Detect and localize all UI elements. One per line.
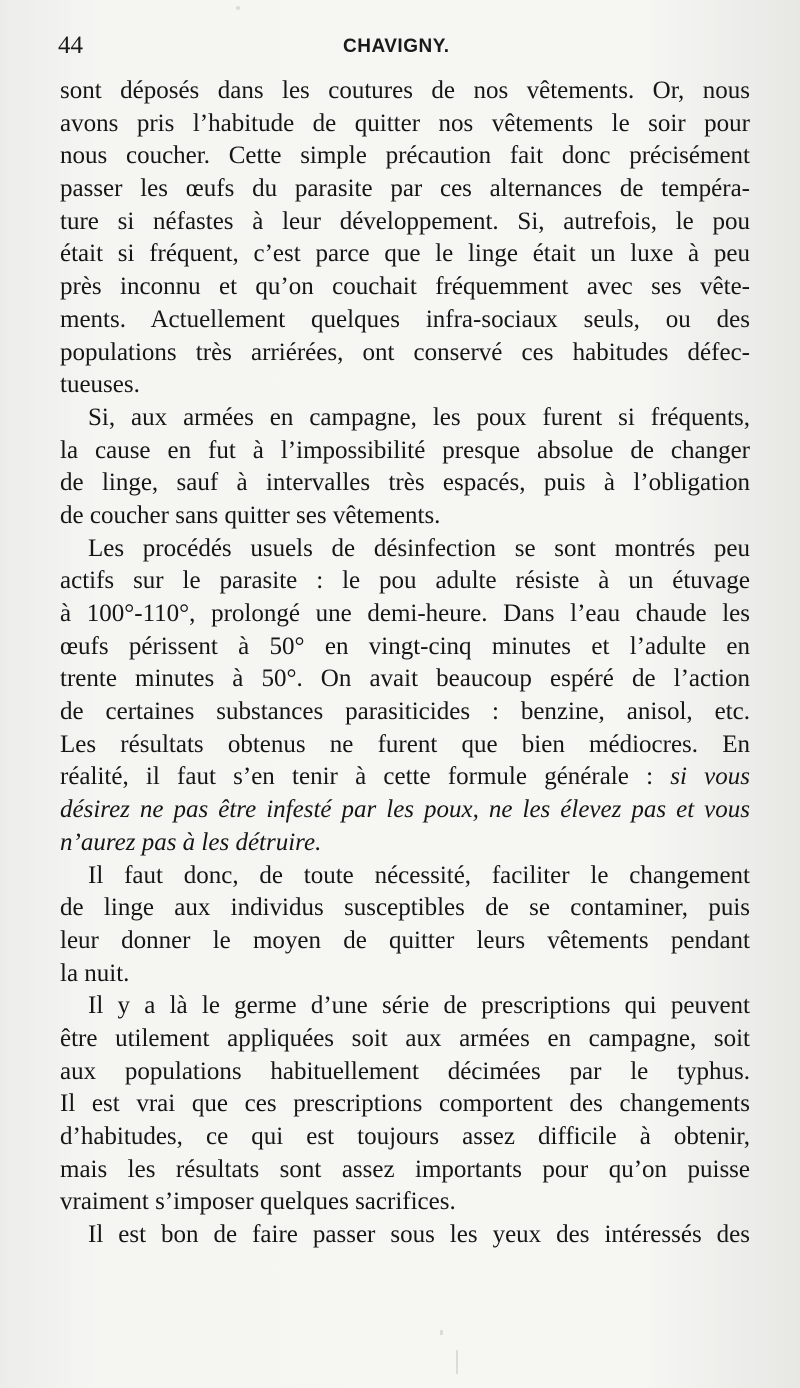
text-line xyxy=(60,500,750,533)
scan-speck xyxy=(236,6,240,10)
body-text xyxy=(60,75,750,1252)
text-line xyxy=(60,1186,750,1219)
text-line-content: était si fréquent, c’est parce que le linge était un luxe à peu xyxy=(60,240,750,268)
text-line-content: la cause en fut à l’impossibilité presque absolue de changer xyxy=(60,436,750,464)
text-line xyxy=(60,598,750,631)
text-line-content: Il y a là le germe d’une série de prescriptions qui peuvent xyxy=(88,992,750,1020)
text-line xyxy=(60,1023,750,1056)
text-line-content: vraiment s’imposer quelques sacrifices. xyxy=(60,1188,456,1216)
text-line xyxy=(60,108,750,141)
running-head: CHAVIGNY. xyxy=(343,36,450,57)
text-line xyxy=(60,1219,750,1252)
italic-text: si vous xyxy=(670,763,750,791)
text-line-content: la nuit. xyxy=(60,959,130,987)
text-line-content: ture si néfastes à leur développement. Si, autrefois, le pou xyxy=(60,207,750,235)
text-line-content: actifs sur le parasite : le pou adulte résiste à un étuvage xyxy=(60,567,750,595)
text-line xyxy=(60,860,750,893)
text-line xyxy=(60,990,750,1023)
text-line-content: de coucher sans quitter ses vêtements. xyxy=(60,501,441,529)
text-line xyxy=(60,1056,750,1089)
text-line-content: de linge, sauf à intervalles très espacés, puis à l’obligation xyxy=(60,469,750,497)
text-line xyxy=(60,565,750,598)
text-line-content: avons pris l’habitude de quitter nos vêtements le soir pour xyxy=(60,109,750,137)
text-line-content: populations très arriérées, ont conservé ces habitudes défec- xyxy=(60,338,750,366)
text-line xyxy=(60,729,750,762)
text-line xyxy=(60,75,750,108)
text-line xyxy=(60,696,750,729)
text-line xyxy=(60,402,750,435)
text-line-content: Il est bon de faire passer sous les yeux des intéressés des xyxy=(88,1221,750,1249)
italic-text: désirez ne pas être infesté par les poux, ne les élevez pas et vous xyxy=(60,796,750,824)
text-line-content: de certaines substances parasiticides : benzine, anisol, etc. xyxy=(60,698,750,726)
text-line xyxy=(60,892,750,925)
text-line-content: leur donner le moyen de quitter leurs vêtements pendant xyxy=(60,926,750,954)
page-header xyxy=(58,30,748,64)
text-line-content: Il faut donc, de toute nécessité, faciliter le changement xyxy=(88,861,750,889)
text-line-content: près inconnu et qu’on couchait fréquemment avec ses vête- xyxy=(60,273,750,301)
text-line xyxy=(60,794,750,827)
text-line xyxy=(60,369,750,402)
text-line xyxy=(60,1121,750,1154)
scan-speck xyxy=(456,1350,458,1374)
text-line-content: être utilement appliquées soit aux armées en campagne, soit xyxy=(60,1024,750,1052)
text-line-content: mais les résultats sont assez importants pour qu’on puisse xyxy=(60,1155,750,1183)
text-line-content: Il est vrai que ces prescriptions comportent des changements xyxy=(60,1090,750,1118)
text-line xyxy=(60,206,750,239)
text-line-content: Les résultats obtenus ne furent que bien médiocres. En xyxy=(60,730,750,758)
text-line xyxy=(60,435,750,468)
text-line-content: œufs périssent à 50° en vingt-cinq minutes et l’adulte en xyxy=(60,632,750,660)
text-line xyxy=(60,140,750,173)
text-line-content: nous coucher. Cette simple précaution fait donc précisément xyxy=(60,142,750,170)
text-line-content: passer les œufs du parasite par ces alternances de tempéra- xyxy=(60,175,750,203)
text-line-content: sont déposés dans les coutures de nos vêtements. Or, nous xyxy=(60,77,750,104)
text-line-content: ments. Actuellement quelques infra-sociaux seuls, ou des xyxy=(60,305,750,333)
text-line xyxy=(60,1154,750,1187)
text-line xyxy=(60,1088,750,1121)
text-line-content: trente minutes à 50°. On avait beaucoup espéré de l’action xyxy=(60,665,750,693)
text-line xyxy=(60,663,750,696)
text-line-content: Si, aux armées en campagne, les poux furent si fréquents, xyxy=(88,403,750,431)
text-line-content: tueuses. xyxy=(60,371,140,399)
text-line xyxy=(60,337,750,370)
text-line xyxy=(60,173,750,206)
text-line xyxy=(60,467,750,500)
text-line xyxy=(60,271,750,304)
text-line xyxy=(60,761,750,794)
text-line-content: aux populations habituellement décimées par le typhus. xyxy=(60,1057,750,1085)
text-line xyxy=(60,827,750,860)
text-line xyxy=(60,304,750,337)
text-line xyxy=(60,533,750,566)
text-line-content: Les procédés usuels de désinfection se sont montrés peu xyxy=(88,534,750,562)
text-line-content: à 100°-110°, prolongé une demi-heure. Dans l’eau chaude les xyxy=(60,600,750,627)
text-line-content: de linge aux individus susceptibles de se contaminer, puis xyxy=(60,894,750,922)
italic-text: n’aurez pas à les détruire. xyxy=(60,828,322,856)
text-line-content: d’habitudes, ce qui est toujours assez difficile à obtenir, xyxy=(60,1123,750,1150)
text-line-content: réalité, il faut s’en tenir à cette formule générale : xyxy=(60,763,671,791)
text-line xyxy=(60,925,750,958)
text-line xyxy=(60,238,750,271)
text-line xyxy=(60,631,750,664)
page-number: 44 xyxy=(58,32,83,59)
scan-speck xyxy=(440,1330,443,1335)
text-line xyxy=(60,958,750,991)
